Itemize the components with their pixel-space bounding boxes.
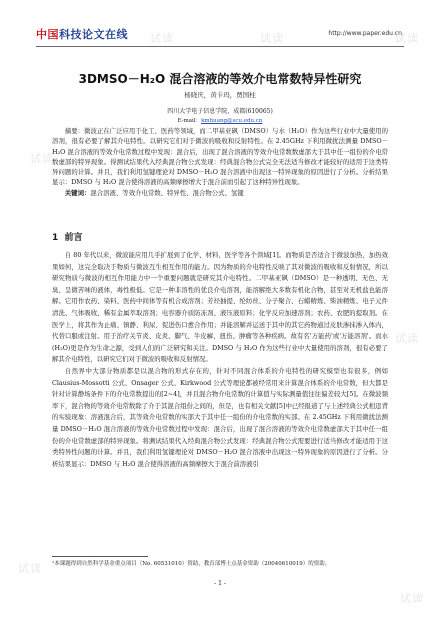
email-link[interactable]: kmhuang@scu.edu.cn [201,118,263,124]
author-list: 杨晓庆，黄卡玛，贾国柱 [184,91,256,99]
abstract [52,126,388,198]
paragraph: 自然界中大部分物质都是以混合物的形式存在的，针对不同混合体系的介电特性的研究模型也有很多，例如 Clausius-Mossotti 公式、Onsager 公式、Kirkwood 公式等理论都被经常用来计算混合体系的介电常数，但大都是针对计算静场条件下的介电常数提出的[2~4]，并且混合物介电常数的计算值与实际测量值往往偏差较大[5]。在微波频率下，混合物的等效介电常数除了介于其混合组份之间的，但是，也有相关文献[5]中已经报道了与上述经典公式相违背的实验现象：溶液混合后，其等效介电常数的实部大于其中任一组份的介电常数的实部。在 2.45GHz 下利用微扰法测量 DMSO－H₂O 混合溶液的等效介电常数过程中发现：混合后，出现了混合溶液的等效介电常数虚部大于其中任一组份的介电常数虚部的特异现象。将测试结果代入经典混合物公式发现：经典混合物公式需要进行适当修改才能适用于这类特异性问题的计算。并且，我们利用氢键理论对 DMSO－H₂O 混合溶液中出现这一特异现象的原因进行了分析。分析结果显示：DMSO 与 H₂O 混合使得溶液的高频摩擦大于混合前溶液引 [52,366,388,468]
site-url[interactable]: http://www.paper.edu.cn [328,30,402,37]
section-number: 1 [52,233,59,243]
keywords-text: 混合溶液、等效介电常数、特异性、混合物公式、氢键 [90,188,244,197]
keywords-label: 关键词： [64,188,91,197]
body-text [52,250,388,470]
affiliation: 四川大学电子信息学院，成都(610065) [167,108,273,115]
section-heading [52,230,83,243]
site-logo[interactable]: 中国科技论文在线 [36,28,128,41]
watermark: 试读 [30,152,54,165]
footnote-divider [52,556,148,557]
footnote: ¹本课题得到自然科学基金重点项目（No. 60531010）资助，教育部博士点基金资助（20040610019）的资助。 [52,561,331,567]
section-title: 前言 [64,233,83,243]
paragraph: 自 80 年代以来，微波能应用几乎扩展到了化学、材料、医学等各个领域[1]。而物质是否适合于微波加热，加热效果如何，这完全取决于物质与微波互生相互作用的能力。因为物质的介电特性反映了其对微波的吸收和反射情况，所以研究物质与微波的相互作用能力中一个重要问题就是研究其介电特性。二甲基亚砜（DMSO）是一种透明、无色、无臭、呈微苦味的液体，毒性极低。它是一种非溶性的优良介电溶剂，能溶解绝大多数有机化合物，甚至对无机盐也能溶解。它用作农药、染料、医药中间体等有机合成溶剂；芳烃抽提、纶纺丝、分子聚合、石蜡精炼、柴油精炼、电子元件清洗、气体吸收、稀有金属萃取溶剂；电容器介质防冻剂、液压液原料；化学反应加速溶剂；农药、农肥的提取剂。在医学上，将其作为止痛、镇静、利尿、促进伤口愈合作用；并能溶解并运送于其中的其它药物通过皮肤渗抹渗入体内，代替口服或注射。用于治疗关节炎、皮炎、脚气、牛皮癣、扭伤、肿瘤等各种疾病。故有名'万能药'或'万能溶剂'。而水(H₂O)更是作为生命之源，受到人们的广泛研究和关注。DMSO 与 H₂O 作为这些行业中大量使用的溶剂，很有必要了解其介电特性，以研究它们对于微波的吸收和反射情况。 [52,251,388,364]
watermark: 试读 [18,562,42,575]
watermark: 试读 [400,592,424,605]
header-divider [36,46,404,47]
page-number: - 1 - [214,580,226,587]
keywords [52,188,388,198]
watermark: 试读 [395,332,419,345]
watermark: 试读 [260,32,284,45]
abstract-text: 摘要：微波正在广泛应用于化工、医药等领域，而二甲基亚砜（DMSO）与水（H₂O）作为这些行业中大量使用的溶剂，很有必要了解其介电特性。以研究它们对于微波的吸收和反射特性。在 2.45GHz 下利用微扰法测量 DMSO－H₂O 混合溶液的等效介电常数过程中发现：混合后，出现了混合溶液的等效介电常数数虚部大于其中任一组份的介电常数虚部的特异现象。得测试结果代入经典混合物公式发现：经典混合物公式完全无法适当修改才能较好的适用于这类特异问题的计算。并且，我们利用氢键理论对 DMSO－H₂O 混合溶液中出现这一特异现象的原因进行了分析。分析结果显示：DMSO 与 H₂O 混合使得溶液的高频摩擦增大于混合前而引起了这种特异性现象。 [52,127,388,187]
page-header [0,0,440,50]
contact-email: E-mail：kmhuang@scu.edu.cn [177,118,263,124]
watermark: 试读 [395,32,419,45]
paper-title: 3DMSO－H₂O 混合溶液的等效介电常数特异性研究 [78,72,362,86]
watermark: 试读 [150,32,174,45]
